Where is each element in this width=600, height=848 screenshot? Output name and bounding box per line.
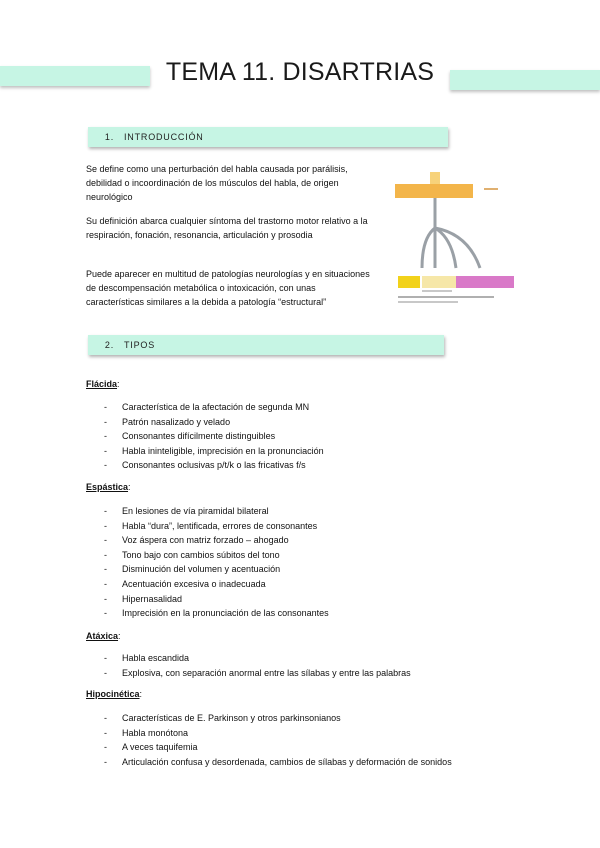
type-heading-ataxica: Atáxica: [86, 631, 121, 641]
section-label: INTRODUCCIÓN [124, 132, 204, 142]
list-item: - Consonantes difícilmente distinguibles [86, 429, 324, 444]
diagram-top-column [430, 172, 440, 184]
list-item: - Habla “dura”, lentificada, errores de consonantes [86, 519, 329, 534]
intro-paragraph-1 [86, 162, 376, 204]
type-name: Espástica [86, 482, 129, 492]
type-name: Hipocinética [86, 689, 140, 699]
page-title: TEMA 11. DISARTRIAS [165, 58, 435, 86]
list-item: - Acentuación excesiva o inadecuada [86, 577, 329, 592]
list-item: - Características de E. Parkinson y otros parkinsonianos [86, 711, 452, 726]
type-list-ataxica [86, 651, 411, 680]
diagram-top-band [395, 184, 473, 198]
type-list-flacida [86, 400, 324, 473]
type-list-espastica [86, 504, 329, 621]
diagram-purple-block [456, 276, 514, 288]
section-label: TIPOS [124, 340, 156, 350]
type-heading-flacida: Flácida: [86, 379, 120, 389]
section-header-introduccion [88, 127, 448, 147]
list-item: - Tono bajo con cambios súbitos del tono [86, 548, 329, 563]
section-number: 2. [104, 340, 114, 350]
list-item: - Disminución del volumen y acentuación [86, 562, 329, 577]
diagram-lower-line [422, 290, 452, 292]
list-item: - Hipernasalidad [86, 592, 329, 607]
list-item: - Articulación confusa y desordenada, cambios de sílabas y deformación de sonidos [86, 755, 452, 770]
list-item: - Habla monótona [86, 726, 452, 741]
intro-paragraph-2 [86, 214, 376, 242]
diagram-label-mark [484, 188, 498, 190]
diagram-branch-left [422, 228, 435, 268]
list-item: - Patrón nasalizado y velado [86, 415, 324, 430]
nervous-system-diagram [394, 168, 520, 310]
list-item: - Característica de la afectación de segunda MN [86, 400, 324, 415]
type-heading-espastica: Espástica: [86, 482, 131, 492]
list-item: - A veces taquifemia [86, 740, 452, 755]
list-item: - Consonantes oclusivas p/t/k o las fricativas f/s [86, 458, 324, 473]
list-item: - Habla escandida [86, 651, 411, 666]
intro-paragraph-3 [86, 267, 376, 309]
type-heading-hipocinetica: Hipocinética: [86, 689, 143, 699]
diagram-pale-block [422, 276, 456, 288]
list-item: - En lesiones de vía piramidal bilateral [86, 504, 329, 519]
list-item: - Voz áspera con matriz forzado – ahogado [86, 533, 329, 548]
list-item: - Habla ininteligible, imprecisión en la pronunciación [86, 444, 324, 459]
diagram-caption-line [398, 296, 494, 298]
type-name: Flácida [86, 379, 118, 389]
type-list-hipocinetica [86, 711, 452, 769]
intro-text: Puede aparecer en multitud de patologías neurologías y en situaciones de descompensación metabólica o intoxicación, con unas características similares a la debida a patología “estructural” [86, 269, 370, 307]
type-name: Atáxica [86, 631, 119, 641]
list-item: - Explosiva, con separación anormal entre las sílabas y entre las palabras [86, 666, 411, 681]
intro-text: Se define como una perturbación del habla causada por parálisis, debilidad o incoordinación de los músculos del habla, de origen neurológico [86, 164, 348, 202]
diagram-caption-line [398, 301, 458, 303]
diagram-yellow-block [398, 276, 420, 288]
list-item: - Imprecisión en la pronunciación de las consonantes [86, 606, 329, 621]
intro-text: Su definición abarca cualquier síntoma del trastorno motor relativo a la respiración, fonación, resonancia, articulación y prosodia [86, 216, 368, 240]
section-header-tipos [88, 335, 444, 355]
section-number: 1. [104, 132, 114, 142]
